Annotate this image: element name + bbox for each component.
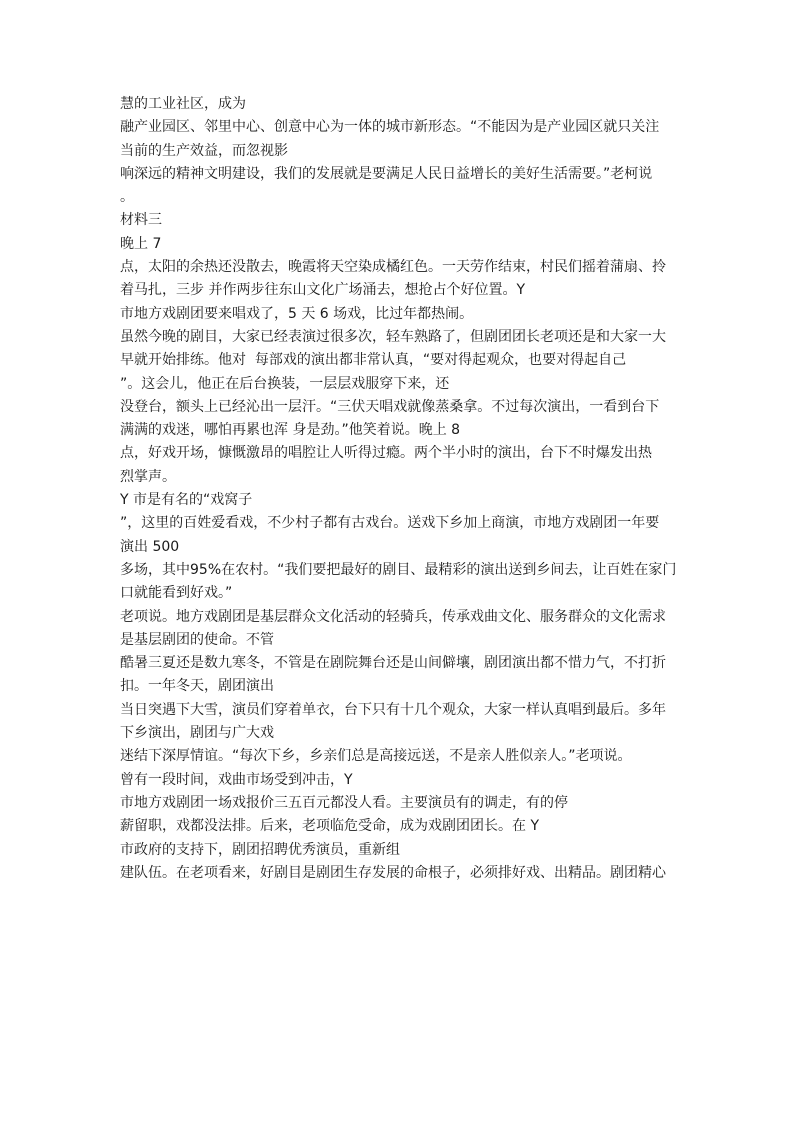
- document-line: 迷结下深厚情谊。“每次下乡，乡亲们总是高接远送，不是亲人胜似亲人。”老项说。: [120, 748, 632, 765]
- document-line: 曾有一段时间，戏曲市场受到冲击，Y: [120, 771, 353, 788]
- document-line: 着马扎，三步 并作两步往东山文化广场涌去，想抢占个好位置。Y: [120, 282, 526, 299]
- document-line: 老项说。地方戏剧团是基层群众文化活动的轻骑兵，传承戏曲文化、服务群众的文化需求: [120, 608, 666, 625]
- document-line: 口就能看到好戏。”: [120, 585, 233, 602]
- document-line: ”，这里的百姓爱看戏，不少村子都有古戏台。送戏下乡加上商演，市地方戏剧团一年要: [120, 515, 660, 532]
- document-line: 薪留职，戏都没法排。后来，老项临危受命，成为戏剧团团长。在 Y: [120, 818, 540, 835]
- document-line: 当日突遇下大雪，演员们穿着单衣，台下只有十几个观众，大家一样认真唱到最后。多年: [120, 701, 666, 718]
- document-line: 当前的生产效益，而忽视影: [120, 142, 288, 159]
- document-line: 市政府的支持下，剧团招聘优秀演员，重新组: [120, 841, 400, 858]
- document-line: 扣。一年冬天，剧团演出: [120, 678, 274, 695]
- document-line: 满满的戏迷，哪怕再累也浑 身是劲。”他笑着说。晚上 8: [120, 422, 461, 439]
- document-line: 演出 500: [120, 538, 180, 555]
- document-line: 点，好戏开场，慷慨激昂的唱腔让人听得过瘾。两个半小时的演出，台下不时爆发出热: [120, 445, 652, 462]
- document-line: 响深远的精神文明建设，我们的发展就是要满足人民日益增长的美好生活需要。”老柯说: [120, 165, 653, 182]
- document-line: 市地方戏剧团一场戏报价三五百元都没人看。主要演员有的调走，有的停: [120, 794, 568, 811]
- document-line: 建队伍。在老项看来，好剧目是剧团生存发展的命根子，必须排好戏、出精品。剧团精心: [120, 864, 666, 881]
- document-line: 点，太阳的余热还没散去，晚霞将天空染成橘红色。一天劳作结束，村民们摇着蒲扇、拎: [120, 259, 666, 276]
- document-line: 材料三: [120, 212, 162, 229]
- document-line: 市地方戏剧团要来唱戏了，5 天 6 场戏，比过年都热闹。: [120, 305, 474, 322]
- document-line: 是基层剧团的使命。不管: [120, 631, 274, 648]
- document-line: 早就开始排练。他对 每部戏的演出都非常认真，“要对得起观众，也要对得起自己: [120, 352, 627, 369]
- document-line: 晚上 7: [120, 235, 162, 252]
- document-line: 下乡演出，剧团与广大戏: [120, 725, 274, 742]
- document-line: ”。这会儿，他正在后台换装，一层层戏服穿下来，还: [120, 375, 450, 392]
- document-line: 。: [120, 189, 134, 206]
- document-line: 多场，其中95%在农村。“我们要把最好的剧目、最精彩的演出送到乡间去，让百姓在家门: [120, 561, 677, 578]
- document-line: Y 市是有名的“戏窝子: [120, 492, 253, 509]
- document-line: 融产业园区、邻里中心、创意中心为一体的城市新形态。“不能因为是产业园区就只关注: [120, 119, 660, 136]
- document-body: [120, 93, 680, 885]
- document-line: 慧的工业社区，成为: [120, 96, 246, 112]
- document-line: 没登台，额头上已经沁出一层汗。“三伏天唱戏就像蒸桑拿。不过每次演出，一看到台下: [120, 398, 660, 415]
- document-line: 烈掌声。: [120, 468, 176, 485]
- document-line: 酷暑三夏还是数九寒冬，不管是在剧院舞台还是山间僻壤，剧团演出都不惜力气，不打折: [120, 655, 666, 672]
- document-line: 虽然今晚的剧目，大家已经表演过很多次，轻车熟路了，但剧团团长老项还是和大家一大: [120, 328, 666, 345]
